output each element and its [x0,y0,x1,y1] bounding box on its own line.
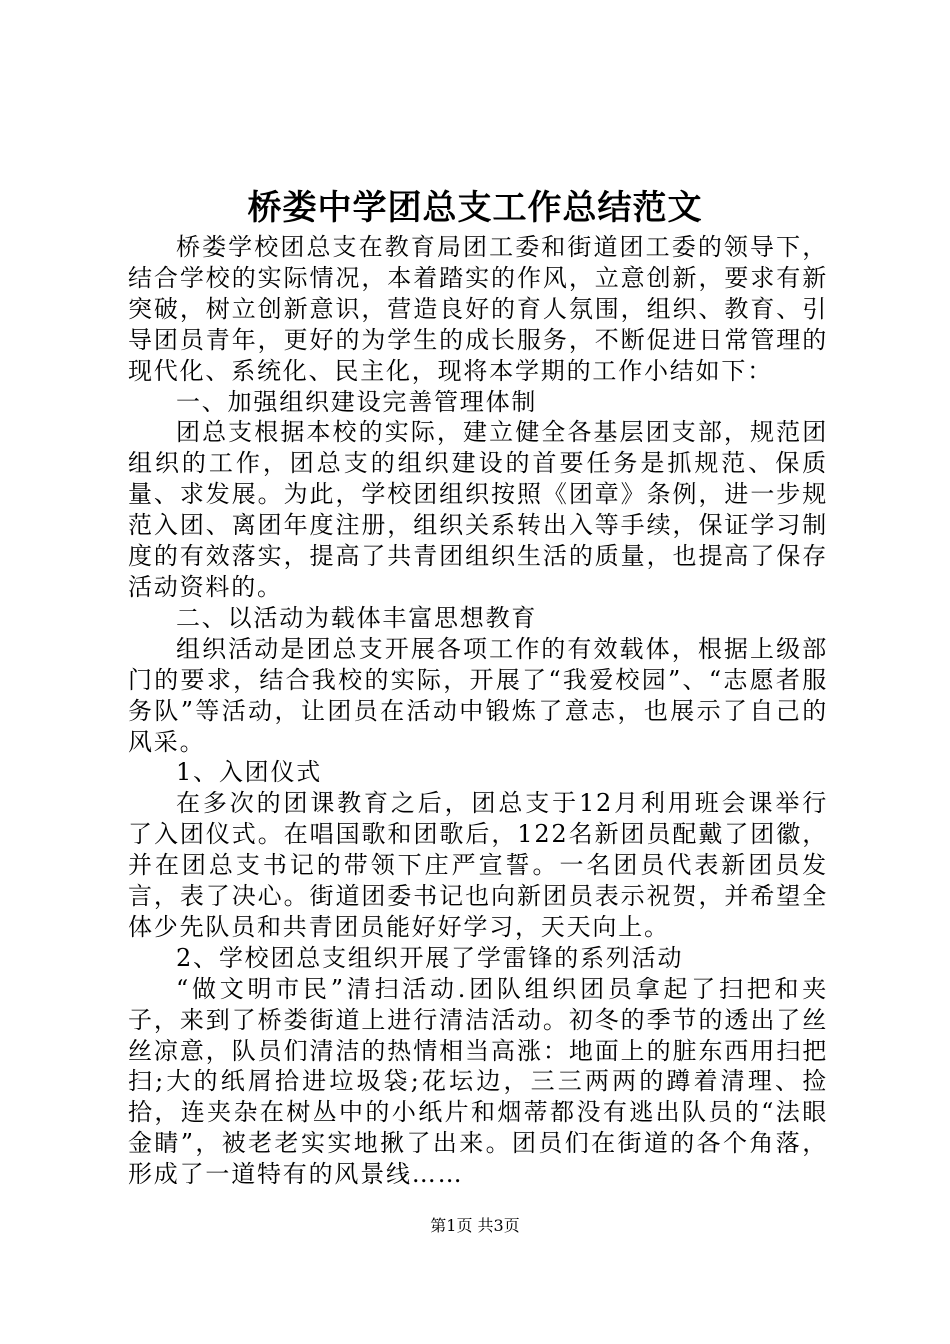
paragraph-subsection-1: 在多次的团课教育之后，团总支于12月利用班会课举行了入团仪式。在唱国歌和团歌后，122名新团员配戴了团徽，并在团总支书记的带领下庄严宣誓。一名团员代表新团员发言，表了决心。街道团委书记也向新团员表示祝贺，并希望全体少先队员和共青团员能好好学习，天天向上。 [128,789,828,941]
document-title: 桥娄中学团总支工作总结范文 [247,188,703,228]
paragraph-intro: 桥娄学校团总支在教育局团工委和街道团工委的领导下，结合学校的实际情况，本着踏实的作风，立意创新，要求有新突破，树立创新意识，营造良好的育人氛围，组织、教育、引导团员青年，更好的为学生的成长服务，不断促进日常管理的现代化、系统化、民主化，现将本学期的工作小结如下： [128,233,828,385]
paragraph-section-2: 组织活动是团总支开展各项工作的有效载体，根据上级部门的要求，结合我校的实际，开展了“我爱校园”、“志愿者服务队”等活动，让团员在活动中锻炼了意志，也展示了自己的风采。 [128,634,828,756]
paragraph-subsection-2: “做文明市民”清扫活动.团队组织团员拿起了扫把和夹子，来到了桥娄街道上进行清洁活动。初冬的季节的透出了丝丝凉意，队员们清洁的热情相当高涨：地面上的脏东西用扫把扫;大的纸屑拾进垃圾袋;花坛边，三三两两的蹲着清理、捡拾，连夹杂在树丛中的小纸片和烟蒂都没有逃出队员的“法眼金睛”，被老老实实地揪了出来。团员们在街道的各个角落，形成了一道特有的风景线…… [128,974,828,1189]
page-number-footer: 第1页 共3页 [430,1216,520,1235]
paragraph-section-1: 团总支根据本校的实际，建立健全各基层团支部，规范团组织的工作，团总支的组织建设的首要任务是抓规范、保质量、求发展。为此，学校团组织按照《团章》条例，进一步规范入团、离团年度注册，组织关系转出入等手续，保证学习制度的有效落实，提高了共青团组织生活的质量，也提高了保存活动资料的。 [128,418,828,601]
section-heading-1: 一、加强组织建设完善管理体制 [176,387,538,416]
document-body [128,232,828,1190]
section-heading-2: 二、以活动为载体丰富思想教育 [176,603,538,632]
subsection-heading-2: 2、学校团总支组织开展了学雷锋的系列活动 [176,943,684,972]
subsection-heading-1: 1、入团仪式 [176,758,323,787]
